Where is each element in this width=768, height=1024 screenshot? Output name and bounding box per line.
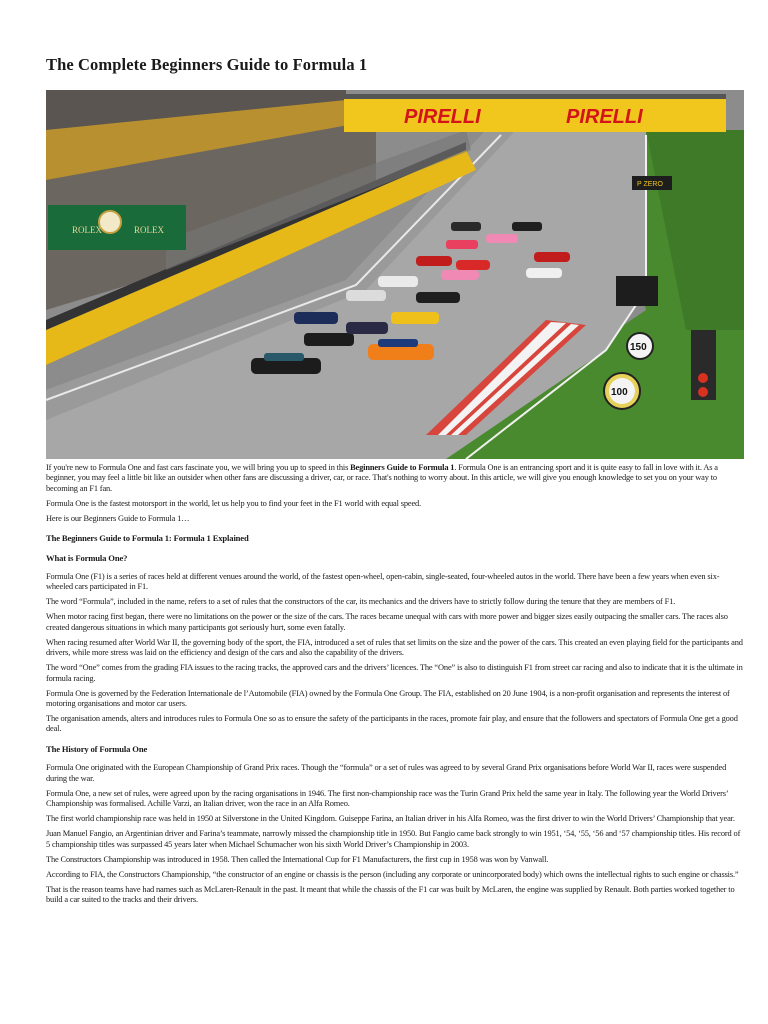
paragraph-history-4: Juan Manuel Fangio, an Argentinian driver and Farina’s teammate, narrowly missed the championship title in 1950. But Fangio came back strongly to win 1951, ‘54, ‘55, ‘56 and ‘57 championship titles. His record of 5 championship titles was surpassed 45 years later when Michael Schumacher won his sixth World Driver’s Championship in 2003. bbox=[46, 829, 741, 849]
paragraph-what-3: When motor racing first began, there were no limitations on the power or the size of the cars. The races became unequal with cars with more power and bigger sizes easily outpacing the smaller cars. The races also created dangerous situations in which many participants got seriously hurt, some even fatally. bbox=[46, 612, 728, 632]
paragraph-history-5: The Constructors Championship was introduced in 1958. Then called the International Cup for F1 Manufacturers, the first cup in 1958 was won by Vanwall. bbox=[46, 854, 549, 864]
speed-sign-100: 100 bbox=[611, 387, 628, 398]
page-title: The Complete Beginners Guide to Formula 1 bbox=[46, 55, 368, 74]
paragraph-fastest: Formula One is the fastest motorsport in the world, let us help you to find your feet in the F1 world with equal speed. bbox=[46, 498, 422, 508]
pirelli-banner-left: PIRELLI bbox=[404, 106, 481, 128]
heading-explained: The Beginners Guide to Formula 1: Formula 1 Explained bbox=[46, 533, 249, 544]
paragraph-what-4: When racing resumed after World War II, the governing body of the sport, the FIA, introduced a set of rules that set limits on the size and the power of the cars. This created an even playing field for the participants and drivers, while more stress was laid on the efficiency and design of the cars and also the capability of the drivers. bbox=[46, 637, 743, 658]
intro-paragraph: If you're new to Formula One and fast cars fascinate you, we will bring you up to speed in this Beginners Guide to Formula 1. Formula One is an entrancing sport and it is quite easy to fall in love with it. As a beginner, you may feel a little bit like an outsider when other fans are discussing a driver, car, or race. That's nothing to worry about. In this article, we will give you enough knowledge to set you on your way to becoming an F1 fan. bbox=[46, 463, 718, 493]
paragraph-history-3: The first world championship race was held in 1950 at Silverstone in the United Kingdom. Guiseppe Farina, an Italian driver in his Alfa Romeo, was the first driver to win the World Drivers’ Championship that year. bbox=[46, 814, 735, 824]
paragraph-history-6: According to FIA, the Constructors Championship, “the constructor of an engine or chassis is the person (including any corporate or unincorporated body) which owns the intellectual rights to such engine or chassis.” bbox=[46, 869, 739, 879]
rolex-text-left: ROLEX bbox=[72, 225, 102, 235]
rolex-text-right: ROLEX bbox=[134, 225, 164, 235]
document-page bbox=[46, 0, 744, 910]
paragraph-what-2: The word “Formula”, included in the name, refers to a set of rules that the constructors of the car, its mechanics and the drivers have to strictly follow during the tenure that they are members of F1. bbox=[46, 597, 676, 607]
paragraph-what-1: Formula One (F1) is a series of races held at different venues around the world, of the fastest open-wheel, open-cabin, single-seated, four-wheeled autos in the world. There have been a few years when even six-wheeled cars participated in F1. bbox=[46, 572, 720, 592]
paragraph-what-5: The word “One” comes from the grading FIA issues to the racing tracks, the approved cars and the drivers’ licences. The “One” is also to distinguish F1 from street car racing and also to indicate that it is the ultimate in formula racing. bbox=[46, 663, 743, 683]
paragraph-history-7: That is the reason teams have had names such as McLaren-Renault in the past. It meant that while the chassis of the F1 car was built by McLaren, the engine was supplied by Renault. Both parties worked together to build a car suited to the tracks and their drivers. bbox=[46, 884, 735, 904]
paragraph-history-2: Formula One, a new set of rules, were agreed upon by the racing organisations in 1946. The first non-championship race was the Turin Grand Prix held the same year in Italy. The following year the World Drivers’ Championship was formalised. Achille Varzi, an Italian driver, won the race in an Alfa Romeo. bbox=[46, 788, 728, 809]
pzero-sign: P ZERO bbox=[637, 181, 663, 188]
heading-what-is-f1: What is Formula One? bbox=[46, 552, 128, 563]
hero-image bbox=[46, 90, 744, 459]
paragraph-here: Here is our Beginners Guide to Formula 1… bbox=[46, 513, 190, 523]
paragraph-what-7: The organisation amends, alters and introduces rules to Formula One so as to ensure the safety of the participants in the races, promote fair play, and ensure that the followers and spectators of Formula One get a good deal. bbox=[46, 714, 738, 734]
heading-history: The History of Formula One bbox=[46, 743, 148, 754]
speed-sign-150: 150 bbox=[630, 342, 647, 353]
paragraph-what-6: Formula One is governed by the Federation Internationale de l’Automobile (FIA) owned by the Formula One Group. The FIA, established on 20 June 1904, is a non-profit organisation and represents the interest of motoring organisations and motor car users. bbox=[46, 688, 730, 709]
article-body bbox=[46, 463, 744, 905]
pirelli-banner-right: PIRELLI bbox=[566, 106, 643, 128]
paragraph-history-1: Formula One originated with the European Championship of Grand Prix races. Though the “formula” or a set of rules was agreed to by several Grand Prix organisations before World War II, races were suspended during the war. bbox=[46, 763, 727, 783]
